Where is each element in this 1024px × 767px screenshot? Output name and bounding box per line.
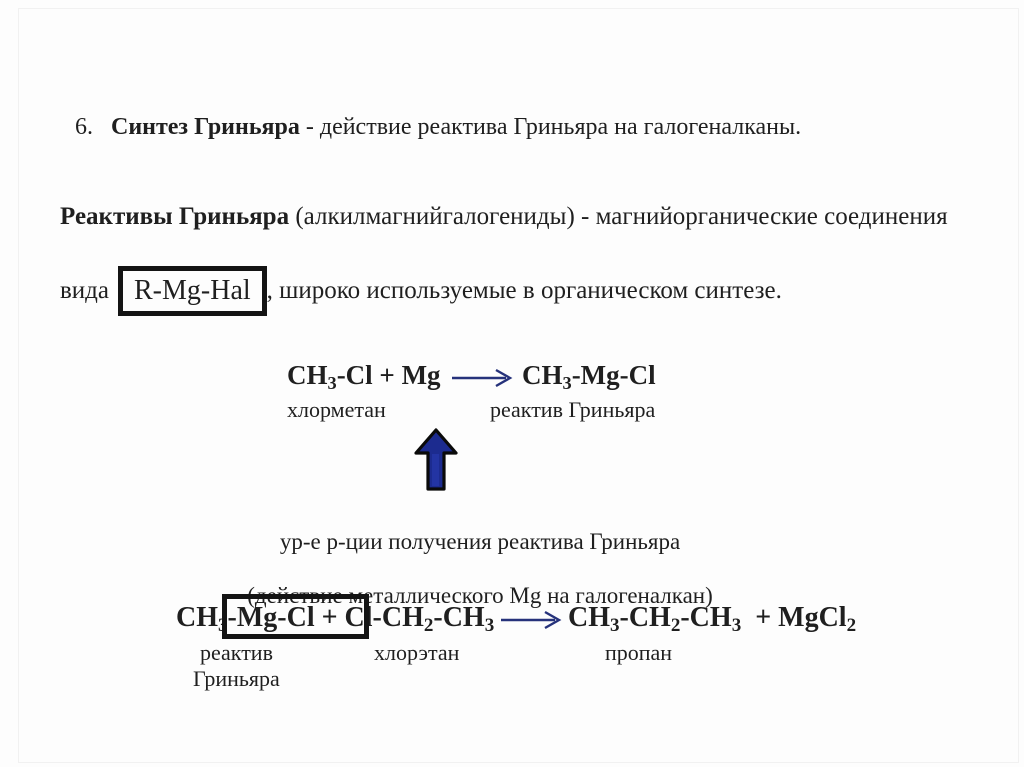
equation1-rhs-label: реактив Гриньяра: [490, 397, 656, 422]
equation2-lhs-label-line1: реактив: [200, 640, 273, 665]
definition-rest: (алкилмагнийгалогениды) - магнийорганические соединения: [289, 203, 948, 230]
title-number: 6.: [75, 114, 93, 140]
up-block-arrow-icon: [414, 428, 458, 492]
reaction-arrow-icon: [499, 608, 567, 632]
definition-line2: [60, 266, 782, 316]
caption-line1: ур-е р-ции получения реактива Гриньяра: [279, 529, 681, 554]
equation1-lhs-label: хлорметан: [287, 397, 386, 422]
vida-prefix: вида: [60, 277, 109, 305]
equation2-rhs: $CH_3-CH_2-CH_3$ + MgCl$_2$: [568, 602, 857, 637]
title-term: Синтез Гриньяра: [111, 114, 300, 140]
equation2-rhs-label: пропан: [605, 640, 673, 665]
equation1-lhs: $CH_3-Cl + Mg$: [287, 360, 441, 394]
slide-title: [75, 114, 801, 141]
highlight-box: [222, 594, 369, 639]
definition-line: [60, 203, 948, 231]
definition-term: Реактивы Гриньяра: [60, 203, 290, 230]
general-formula-box: R-Mg-Hal: [118, 266, 267, 316]
title-rest: - действие реактива Гриньяра на галогеналканы.: [299, 114, 802, 140]
equation2-mid-label: хлорэтан: [374, 640, 460, 665]
vida-suffix: , широко используемые в органическом синтезе.: [266, 277, 782, 305]
reaction-arrow-icon: [450, 366, 518, 390]
equation2-lhs-label-line2: Гриньяра: [193, 666, 280, 691]
equation2-lhs: $CH_3-Mg-Cl + Cl-CH_2-CH_3$: [176, 602, 495, 637]
equation1-rhs: $CH_3-Mg-Cl$: [522, 360, 656, 394]
caption-line2: (действие металлического Mg на галогеналкан): [247, 583, 713, 608]
